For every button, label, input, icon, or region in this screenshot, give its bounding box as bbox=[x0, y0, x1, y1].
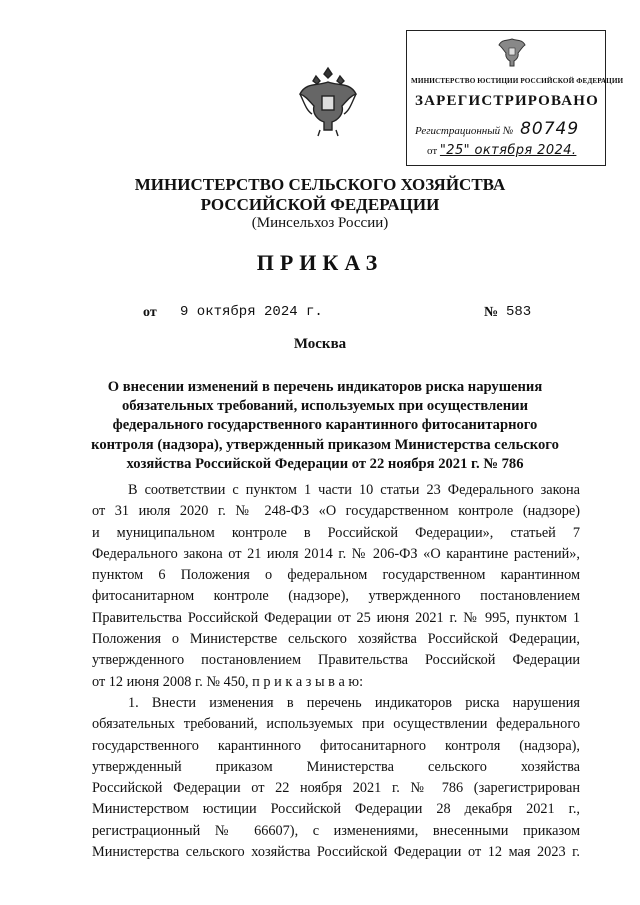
stamp-ministry: МИНИСТЕРСТВО ЮСТИЦИИ РОССИЙСКОЙ ФЕДЕРАЦИИ bbox=[411, 77, 624, 85]
body-line: регистрационный № 66607), с изменениями, внесенными приказом bbox=[92, 822, 580, 839]
order-number-label: № bbox=[484, 305, 499, 320]
body-line: Министерства сельского хозяйства Российской Федерации от 12 мая 2023 г. bbox=[92, 844, 580, 861]
body-line bbox=[92, 480, 580, 501]
body-line: Российской Федерации от 22 ноября 2021 г. № 786 (зарегистрирован bbox=[92, 780, 580, 797]
stamp-registered: ЗАРЕГИСТРИРОВАНО bbox=[415, 93, 599, 109]
ministry-short-name: (Минсельхоз России) bbox=[251, 215, 389, 231]
body-line-text: В соответствии с пунктом 1 части 10 статьи 23 Федерального закона bbox=[128, 482, 580, 498]
coat-of-arms-emblem-icon bbox=[296, 64, 360, 138]
body-line: пунктом 6 Положения о федеральном государственном карантинном bbox=[92, 567, 580, 584]
order-body bbox=[92, 480, 580, 863]
ministry-title-line2: РОССИЙСКОЙ ФЕДЕРАЦИИ bbox=[200, 195, 440, 214]
registration-stamp bbox=[406, 30, 624, 166]
order-subject bbox=[88, 378, 562, 474]
body-line: утвержденный приказом Министерства сельского хозяйства bbox=[92, 758, 580, 775]
body-line: государственного карантинного фитосанитарного контроля (надзора), bbox=[92, 737, 580, 754]
subject-line: О внесении изменений в перечень индикаторов риска нарушения bbox=[107, 379, 543, 395]
body-line: от 12 июня 2008 г. № 450, п р и к а з ы в а ю: bbox=[92, 673, 364, 690]
body-line bbox=[92, 693, 580, 714]
stamp-date-value: "25" октября 2024. bbox=[439, 143, 577, 158]
body-line: и муниципальном контроле в Российской Федерации», статьей 7 bbox=[92, 524, 580, 541]
stamp-date-line bbox=[427, 143, 576, 158]
stamp-emblem-icon bbox=[497, 35, 527, 69]
order-title: ПРИКАЗ bbox=[256, 250, 384, 275]
body-line: Федерального закона от 21 июля 2014 г. № 206-ФЗ «О карантине растений», bbox=[92, 545, 580, 562]
stamp-reg-line bbox=[415, 119, 579, 139]
order-date-label: от bbox=[143, 305, 157, 320]
subject-line: обязательных требований, используемых при осуществлении bbox=[121, 398, 529, 415]
stamp-reg-label: Регистрационный № bbox=[415, 125, 514, 137]
order-date: 9 октября 2024 г. bbox=[180, 304, 323, 320]
subject-line: федерального государственного карантинного фитосанитарного bbox=[112, 417, 538, 434]
body-line: Правительства Российской Федерации от 25 июня 2021 г. № 995, пунктом 1 bbox=[92, 609, 580, 626]
body-line-text: 1. Внести изменения в перечень индикаторов риска нарушения bbox=[128, 694, 580, 711]
body-line: обязательных требований, используемых при осуществлении федерального bbox=[92, 716, 580, 733]
subject-line: контроля (надзора), утвержденный приказом Министерства сельского bbox=[91, 436, 559, 453]
stamp-reg-number: 80749 bbox=[520, 119, 580, 139]
body-line: от 31 июля 2020 г. № 248-ФЗ «О государственном контроле (надзоре) bbox=[92, 503, 580, 520]
body-line: фитосанитарном контроле (надзоре), утвержденного постановлением bbox=[92, 588, 580, 605]
ministry-title-line1: МИНИСТЕРСТВО СЕЛЬСКОГО ХОЗЯЙСТВА bbox=[134, 175, 506, 194]
body-line: Министерством юстиции Российской Федерации 28 декабря 2021 г., bbox=[92, 801, 580, 818]
subject-line: хозяйства Российской Федерации от 22 ноября 2021 г. № 786 bbox=[126, 455, 524, 472]
city: Москва bbox=[293, 336, 347, 352]
ministry-title bbox=[0, 175, 640, 215]
stamp-date-label: от bbox=[427, 145, 438, 157]
order-number: 583 bbox=[506, 304, 532, 320]
body-line: утвержденного постановлением Правительства Российской Федерации bbox=[92, 652, 580, 669]
body-line: Положения о Министерстве сельского хозяйства Российской Федерации, bbox=[92, 631, 580, 648]
